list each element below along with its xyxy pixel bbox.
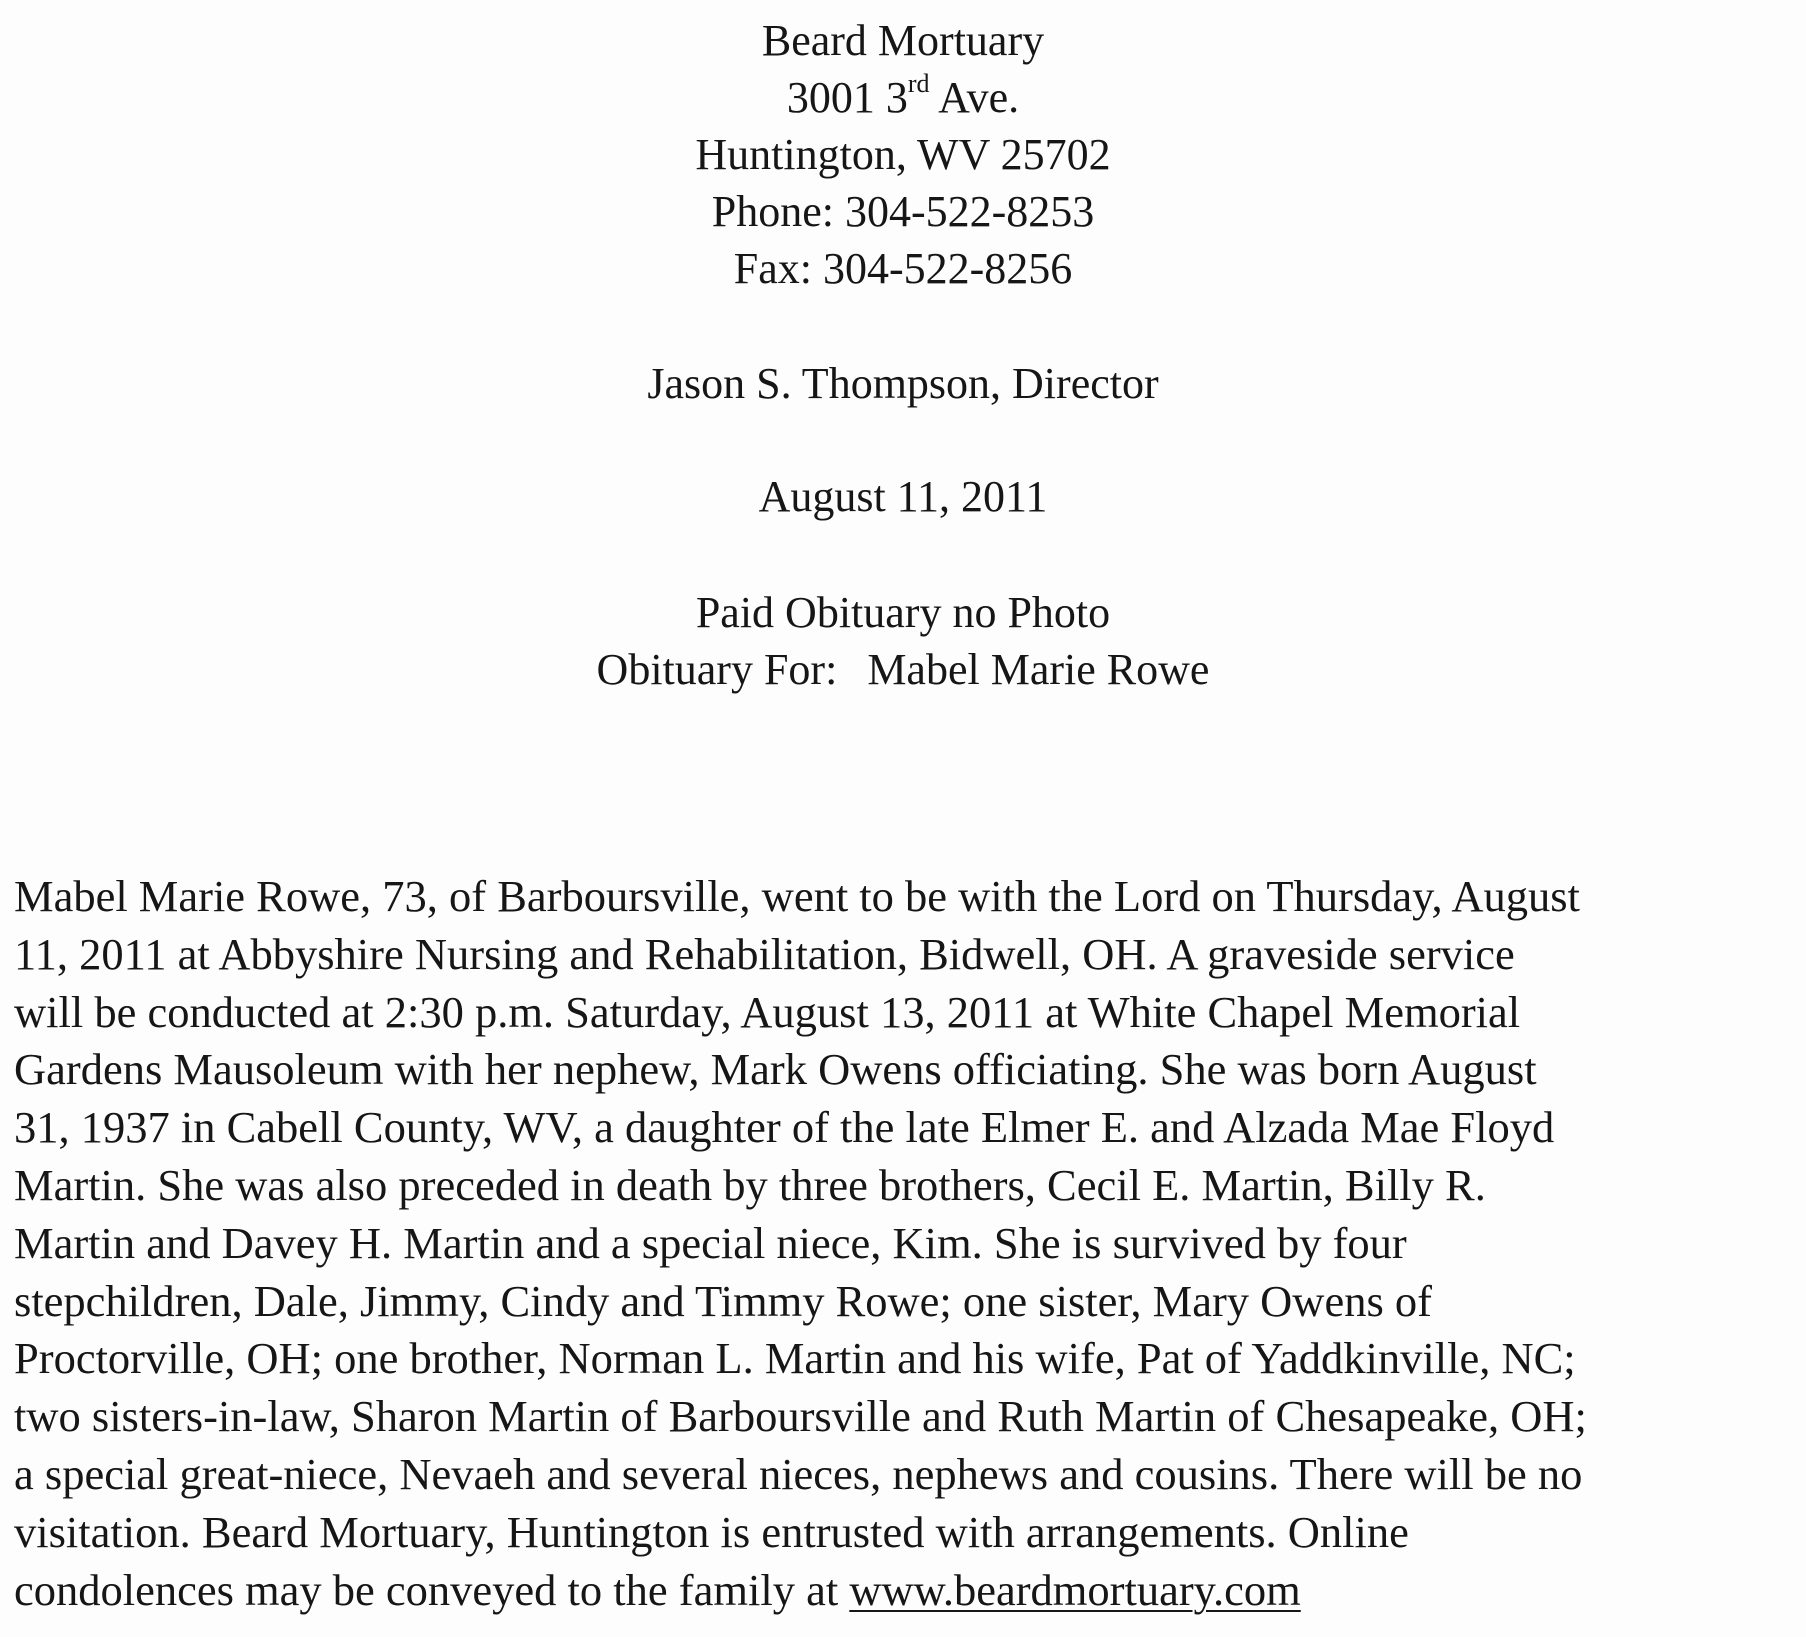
obituary-for-label: Obituary For: (596, 645, 838, 694)
street-number: 3001 3 (786, 73, 908, 122)
body-last-line-text: condolences may be conveyed to the family at (14, 1564, 850, 1615)
letterhead (0, 12, 1806, 297)
street-name: Ave. (929, 73, 1020, 122)
ordinal-suffix: rd (907, 69, 930, 99)
street-address (0, 69, 1806, 126)
city-state-zip: Huntington, WV 25702 (695, 130, 1111, 179)
fax-number: Fax: 304-522-8256 (733, 244, 1073, 293)
notice-type: Paid Obituary no Photo (695, 588, 1111, 637)
body-line: 31, 1937 in Cabell County, WV, a daughter of the late Elmer E. and Alzada Mae Floyd (14, 1102, 1555, 1153)
obituary-body (14, 868, 1798, 1619)
business-name: Beard Mortuary (761, 16, 1045, 65)
phone-number: Phone: 304-522-8253 (711, 187, 1095, 236)
obituary-for-name: Mabel Marie Rowe (867, 645, 1210, 694)
obituary-for (0, 641, 1806, 698)
director-name: Jason S. Thompson, Director (647, 359, 1159, 408)
body-line: Mabel Marie Rowe, 73, of Barboursville, went to be with the Lord on Thursday, August (14, 871, 1580, 921)
website-link[interactable]: www.beardmortuary.com (849, 1564, 1301, 1615)
body-line: Martin. She was also preceded in death by three brothers, Cecil E. Martin, Billy R. (14, 1159, 1486, 1210)
body-line: stepchildren, Dale, Jimmy, Cindy and Timmy Rowe; one sister, Mary Owens of (14, 1275, 1432, 1326)
body-line: 11, 2011 at Abbyshire Nursing and Rehabilitation, Bidwell, OH. A graveside service (14, 928, 1515, 979)
document-date: August 11, 2011 (758, 472, 1048, 521)
body-line-last (14, 1562, 1798, 1620)
body-line: Proctorville, OH; one brother, Norman L. Martin and his wife, Pat of Yaddkinville, NC; (14, 1333, 1576, 1384)
body-line: will be conducted at 2:30 p.m. Saturday, August 13, 2011 at White Chapel Memorial (14, 986, 1521, 1037)
body-line: visitation. Beard Mortuary, Huntington is entrusted with arrangements. Online (14, 1506, 1409, 1557)
body-line: Gardens Mausoleum with her nephew, Mark Owens officiating. She was born August (14, 1044, 1537, 1095)
body-line: Martin and Davey H. Martin and a special niece, Kim. She is survived by four (14, 1217, 1407, 1268)
body-line: a special great-niece, Nevaeh and several nieces, nephews and cousins. There will be no (14, 1448, 1583, 1499)
body-line: two sisters-in-law, Sharon Martin of Barboursville and Ruth Martin of Chesapeake, OH; (14, 1391, 1587, 1442)
